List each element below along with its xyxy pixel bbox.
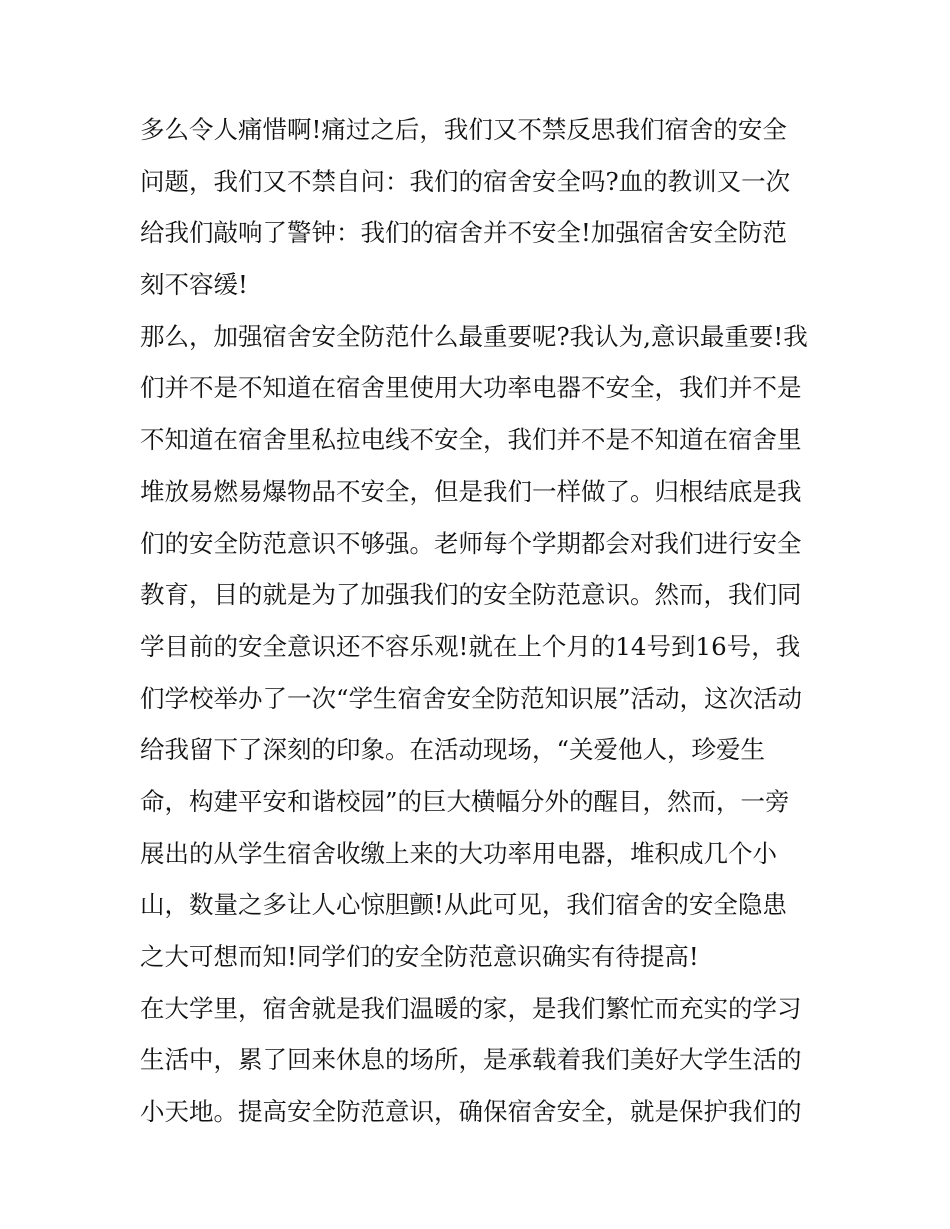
text-line: 展出的从学生宿舍收缴上来的大功率用电器，堆积成几个小 [140, 838, 777, 868]
text-line: 堆放易燃易爆物品不安全，但是我们一样做了。归根结底是我 [140, 476, 802, 506]
text-line: 给我留下了深刻的印象。在活动现场，“关爱他人，珍爱生 [140, 735, 766, 765]
text-line: 给我们敲响了警钟：我们的宿舍并不安全!加强宿舍安全防范 [140, 218, 787, 248]
text-line: 生活中，累了回来休息的场所，是承载着我们美好大学生活的 [140, 1045, 802, 1075]
text-line: 不知道在宿舍里私拉电线不安全，我们并不是不知道在宿舍里 [140, 425, 802, 455]
text-line: 们并不是不知道在宿舍里使用大功率电器不安全，我们并不是 [140, 373, 802, 403]
text-line: 刻不容缓! [140, 270, 248, 300]
text-line: 在大学里，宿舍就是我们温暖的家，是我们繁忙而充实的学习 [140, 993, 802, 1023]
text-line: 小天地。提高安全防范意识，确保宿舍安全，就是保护我们的 [140, 1097, 802, 1127]
text-line: 之大可想而知!同学们的安全防范意识确实有待提高! [140, 942, 699, 971]
text-line: 命，构建平安和谐校园”的巨大横幅分外的醒目，然而，一旁 [140, 786, 790, 816]
body-text [140, 104, 830, 1138]
text-line: 那么，加强宿舍安全防范什么最重要呢?我认为,意识最重要!我 [140, 321, 808, 351]
text-line: 教育，目的就是为了加强我们的安全防范意识。然而，我们同 [140, 580, 802, 610]
text-line: 们的安全防范意识不够强。老师每个学期都会对我们进行安全 [140, 528, 802, 558]
text-line: 多么令人痛惜啊!痛过之后，我们又不禁反思我们宿舍的安全 [140, 115, 787, 144]
text-line: 学目前的安全意识还不容乐观!就在上个月的14号到16号，我 [140, 631, 801, 661]
text-line: 山，数量之多让人心惊胆颤!从此可见，我们宿舍的安全隐患 [140, 890, 787, 920]
text-line: 们学校举办了一次“学生宿舍安全防范知识展”活动，这次活动 [140, 683, 803, 713]
text-line: 问题，我们又不禁自问：我们的宿舍安全吗?血的教训又一次 [140, 166, 791, 196]
